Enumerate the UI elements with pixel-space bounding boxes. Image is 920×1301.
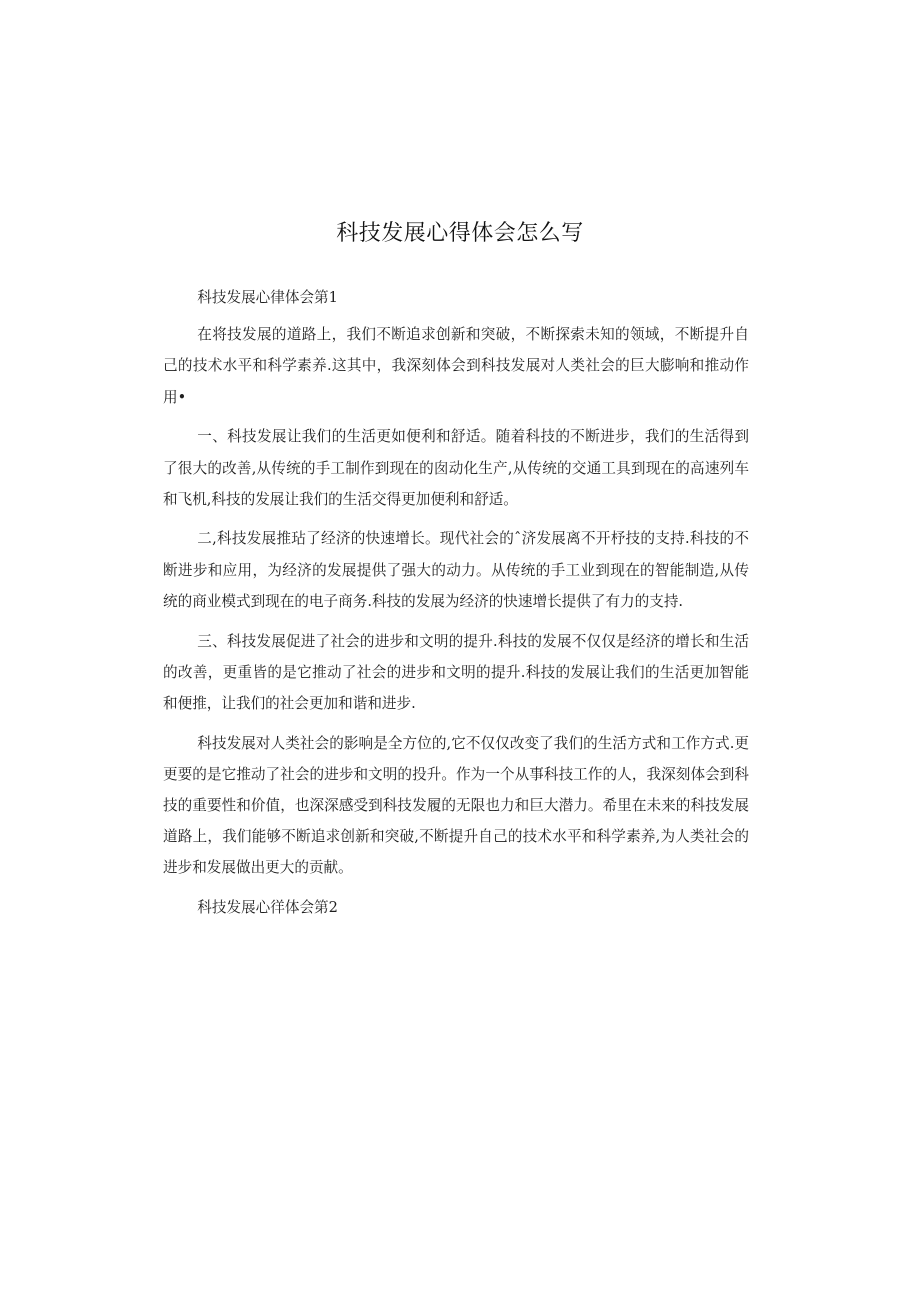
document-body: [163, 282, 749, 929]
paragraph-point-3: 三、科技发展促进了社会的进步和文明的提升.科技的发展不仅仅是经济的增长和生活的改善，更重皆的是它推动了社会的进步和文明的提升.科技的发展让我们的生活更加智能和便推，让我们的社会更加和谐和进步.: [163, 632, 749, 712]
paragraph-intro: 在将技发展的道路上，我们不断追求创新和突破，不断探索未知的领域，不断提升自己的技术水平和科学素养.这其中，我深刻体会到科技发展对人类社会的巨大膨响和推动作用•: [163, 326, 749, 406]
document-title: 科技发展心得体会怎么写: [336, 221, 584, 246]
paragraph-conclusion: 科技发展对人类社会的影响是全方位的,它不仅仅改变了我们的生活方式和工作方式.更更要的是它推动了社会的进步和文明的投升。作为一个从事科技工作的人，我深刻体会到科技的重要性和价值，也深深感受到科技发履的无限也力和巨大潜力。希里在未来的科技发展道路上，我们能够不断追求创新和突破,不断提升自己的技术水平和科学素养,为人类社会的进步和发展做出更大的贡献。: [163, 734, 749, 877]
paragraph-point-1: 一、科技发展让我们的生活更如便利和舒适。随着科技的不断进步，我们的生活得到了很大的改善,从传统的手工制作到现在的囱动化生产,从传统的交通工具到现在的高速列车和飞机,科技的发展让我们的生活交得更加便利和舒适。: [163, 428, 749, 508]
section-1-heading: 科技发展心律体会第1: [197, 289, 338, 306]
section-2-heading: 科技发展心徉体会第2: [197, 899, 338, 917]
paragraph-point-2: 二,科技发展推玷了经济的快速增长。现代社会的ˆ济发展离不开杼技的支持.科技的不断进步和应用，为经济的发展提供了强大的动力。从传统的手工业到现在的智能制造,从传统的商业模式到现在的电子商务.科技的发展为经济的快速增长提供了有力的支持.: [163, 530, 749, 610]
